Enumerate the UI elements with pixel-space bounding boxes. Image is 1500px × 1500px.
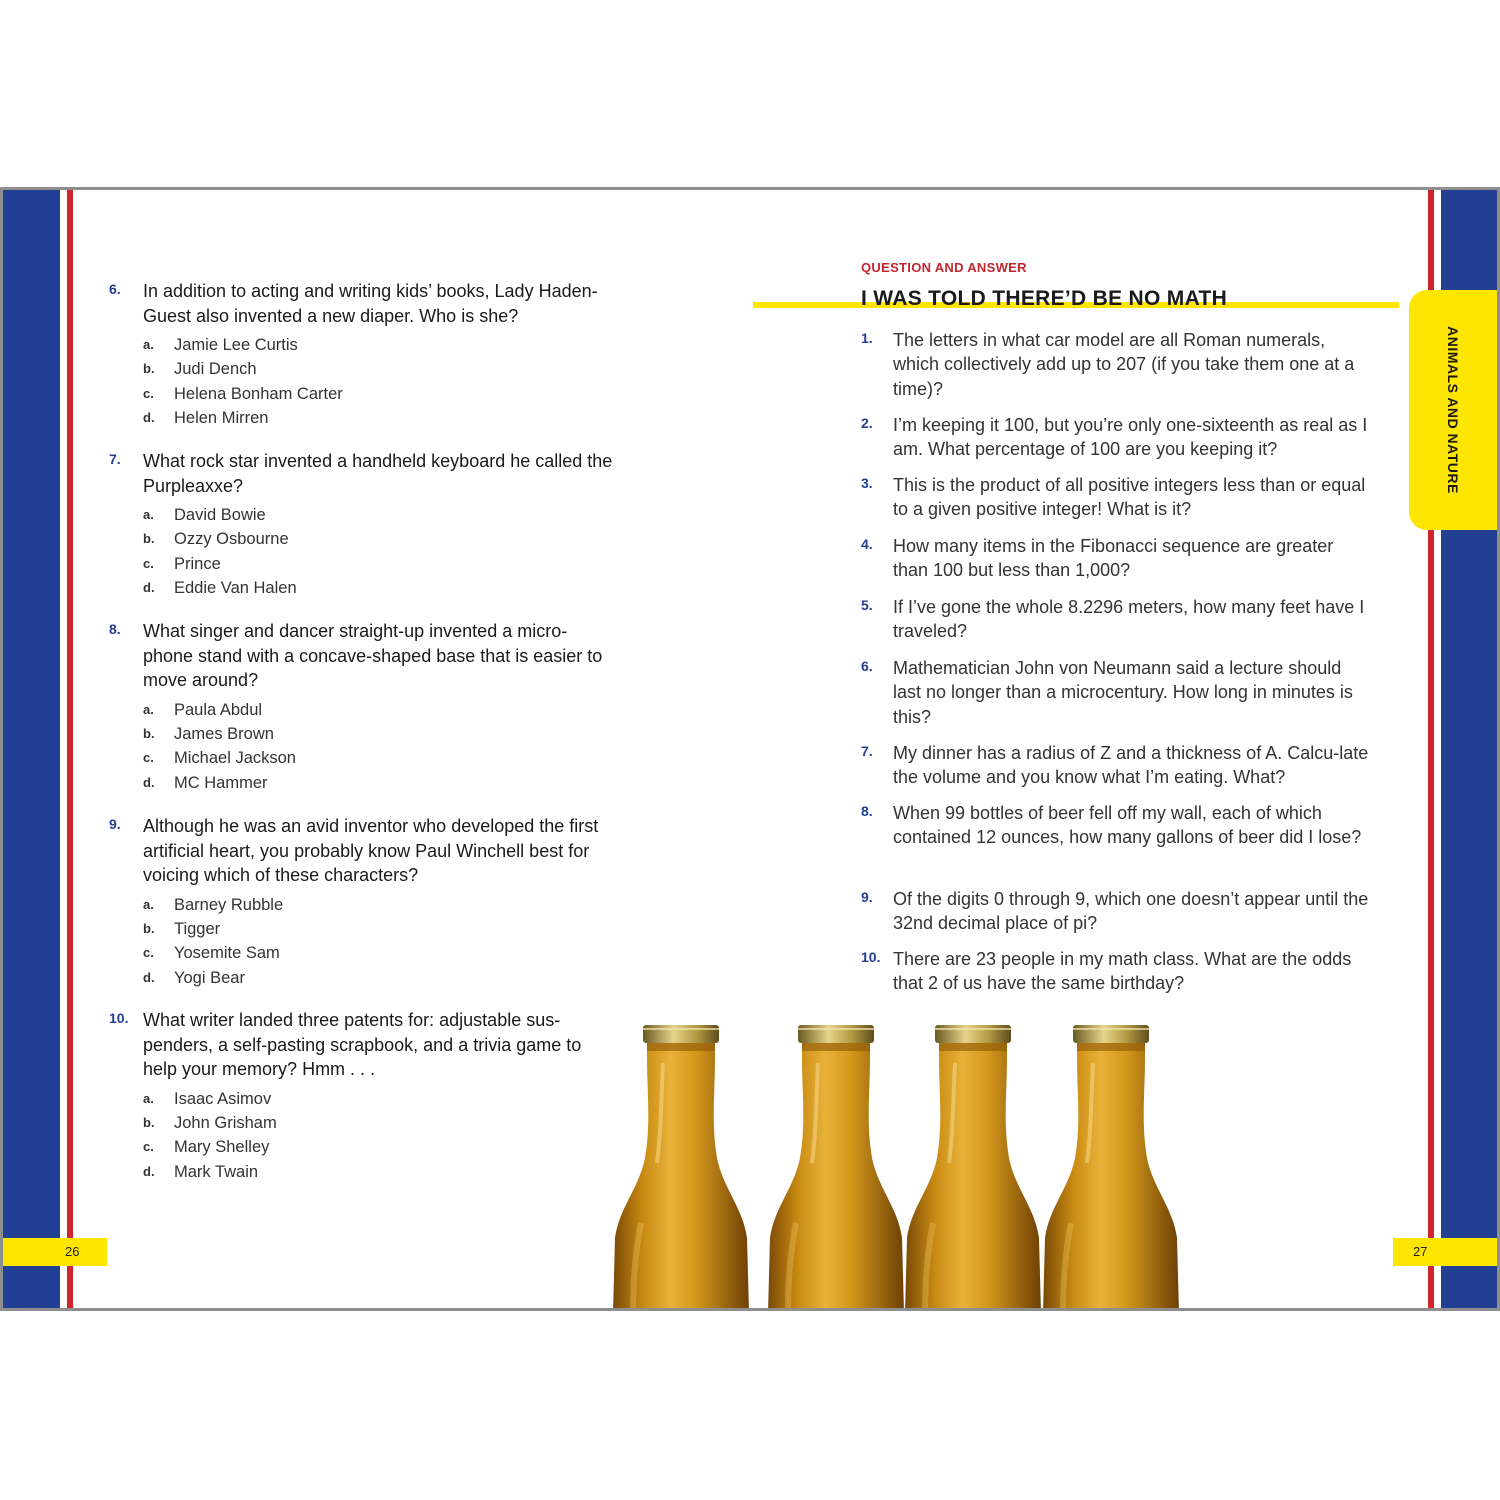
left-question-6 [109,279,614,431]
answer-option [143,941,614,965]
option-letter: a. [143,701,154,717]
beer-bottle-icon [903,1023,1043,1311]
question-number: 2. [861,415,873,431]
option-text: Ozzy Osbourne [174,530,289,549]
question-number: 6. [109,281,121,297]
question-text: There are 23 people in my math class. What are the odds that 2 of us have the same birthday? [893,949,1352,994]
question-text: What rock star invented a handheld keyboard he called the Purpleaxxe? [143,451,613,496]
option-text: Barney Rubble [174,895,284,914]
option-text: Jamie Lee Curtis [174,336,298,354]
question-number: 7. [861,743,873,759]
book-spread [0,187,1500,1311]
option-text: Isaac Asimov [174,1089,272,1108]
right-question-9 [861,887,1371,936]
option-letter: d. [143,410,155,426]
right-question-6 [861,656,1371,729]
beer-bottle-icon [611,1023,751,1311]
answer-option [143,917,614,941]
option-letter: c. [143,1139,154,1155]
right-question-5 [861,595,1371,644]
question-text: This is the product of all positive integers less than or equal to a given positive integer! What is it? [893,475,1366,520]
option-letter: b. [143,725,155,741]
answer-option [143,698,614,722]
option-letter: c. [143,555,154,571]
option-text: David Bowie [174,506,266,524]
question-number: 5. [861,597,873,613]
beer-bottle-icon [1041,1023,1181,1311]
question-text: When 99 bottles of beer fell off my wall, each of which contained 12 ounces, how many gallons of beer did I lose? [893,803,1362,848]
option-text: John Grisham [174,1113,277,1132]
right-question-7 [861,741,1371,790]
option-letter: d. [143,580,155,596]
answer-option [143,406,614,430]
question-text: What singer and dancer straight-up invented a micro-phone stand with a concave-shaped base that is easier to move around? [143,621,603,690]
answer-option [143,771,614,795]
option-letter: a. [143,507,154,522]
option-text: MC Hammer [174,773,268,792]
option-letter: c. [143,945,154,961]
answer-option [143,527,614,551]
answer-option [143,503,614,527]
right-question-4 [861,534,1371,583]
option-text: Tigger [174,919,221,938]
option-letter: c. [143,385,154,401]
question-number: 8. [109,621,121,637]
option-letter: a. [143,337,154,352]
answer-option [143,966,614,990]
right-page-number: 27 [1393,1238,1497,1266]
option-text: Yogi Bear [174,968,245,987]
option-text: Judi Dench [174,360,257,379]
option-text: Michael Jackson [174,749,296,768]
question-number: 9. [109,816,121,832]
answer-options [143,503,614,601]
left-blue-stripe [3,190,60,1308]
question-text: Of the digits 0 through 9, which one doesn’t appear until the 32nd decimal place of pi? [893,889,1369,934]
answer-option [143,357,614,381]
answer-options [143,1087,614,1185]
option-letter: d. [143,1163,155,1179]
right-question-3 [861,473,1371,522]
question-number: 9. [861,889,873,905]
answer-option [143,382,614,406]
chapter-tab-label: ANIMALS AND NATURE [1445,326,1461,494]
answer-option [143,576,614,600]
option-text: Eddie Van Halen [174,579,297,598]
option-letter: d. [143,969,155,985]
right-question-2 [861,413,1371,462]
option-letter: b. [143,1114,155,1130]
option-text: Helen Mirren [174,409,269,428]
question-text: What writer landed three patents for: adjustable sus-penders, a self-pasting scrapbook, and a trivia game to help your memory? Hmm . . . [143,1010,582,1079]
option-text: Mary Shelley [174,1138,270,1157]
chapter-tab [1409,290,1497,530]
option-letter: a. [143,1090,154,1106]
option-text: Paula Abdul [174,700,263,719]
answer-option [143,333,614,357]
option-text: Yosemite Sam [174,944,280,963]
left-question-9 [109,814,614,990]
beer-bottle-icon [766,1023,906,1311]
option-text: James Brown [174,724,274,743]
left-red-stripe [67,190,73,1308]
question-number: 4. [861,536,873,552]
question-number: 1. [861,330,873,346]
option-letter: a. [143,896,154,912]
question-text: If I’ve gone the whole 8.2296 meters, how many feet have I traveled? [893,597,1365,642]
option-letter: b. [143,361,155,377]
answer-option [143,1135,614,1159]
answer-options [143,333,614,431]
question-text: My dinner has a radius of Z and a thickness of A. Calcu-late the volume and you know what I’m eating. What? [893,743,1369,788]
section-label: QUESTION AND ANSWER [861,260,1027,275]
question-number: 10. [861,949,881,965]
answer-option [143,552,614,576]
option-text: Prince [174,554,221,573]
option-text: Helena Bonham Carter [174,384,343,403]
question-text: The letters in what car model are all Roman numerals, which collectively add up to 207 (if you take them one at a time)? [893,330,1355,399]
right-question-8 [861,801,1371,850]
left-question-10 [109,1008,614,1184]
option-letter: b. [143,531,155,547]
answer-option [143,1087,614,1111]
question-number: 3. [861,475,873,491]
option-text: Mark Twain [174,1162,259,1181]
option-letter: c. [143,750,154,766]
question-number: 8. [861,803,873,819]
question-text: I’m keeping it 100, but you’re only one-sixteenth as real as I am. What percentage of 100 are you keeping it? [893,415,1368,460]
answer-option [143,1111,614,1135]
question-number: 7. [109,451,121,467]
answer-options [143,698,614,796]
left-page-number: 26 [3,1238,107,1266]
question-text: How many items in the Fibonacci sequence are greater than 100 but less than 1,000? [893,536,1334,581]
answer-options [143,893,614,991]
answer-option [143,1160,614,1184]
option-letter: b. [143,920,155,936]
answer-option [143,722,614,746]
question-text: Although he was an avid inventor who developed the first artificial heart, you probably know Paul Winchell best for voicing which of these characters? [143,816,599,885]
answer-option [143,746,614,770]
left-question-8 [109,619,614,795]
right-question-1 [861,328,1371,401]
left-question-7 [109,449,614,601]
question-text: Mathematician John von Neumann said a lecture should last no longer than a microcentury. How long in minutes is this? [893,658,1353,727]
right-question-10 [861,947,1371,996]
page-title: I WAS TOLD THERE’D BE NO MATH [861,287,1228,310]
answer-option [143,893,614,917]
question-number: 10. [109,1010,129,1026]
question-number: 6. [861,658,873,674]
question-text: In addition to acting and writing kids’ books, Lady Haden-Guest also invented a new diaper. Who is she? [143,281,598,326]
option-letter: d. [143,774,155,790]
